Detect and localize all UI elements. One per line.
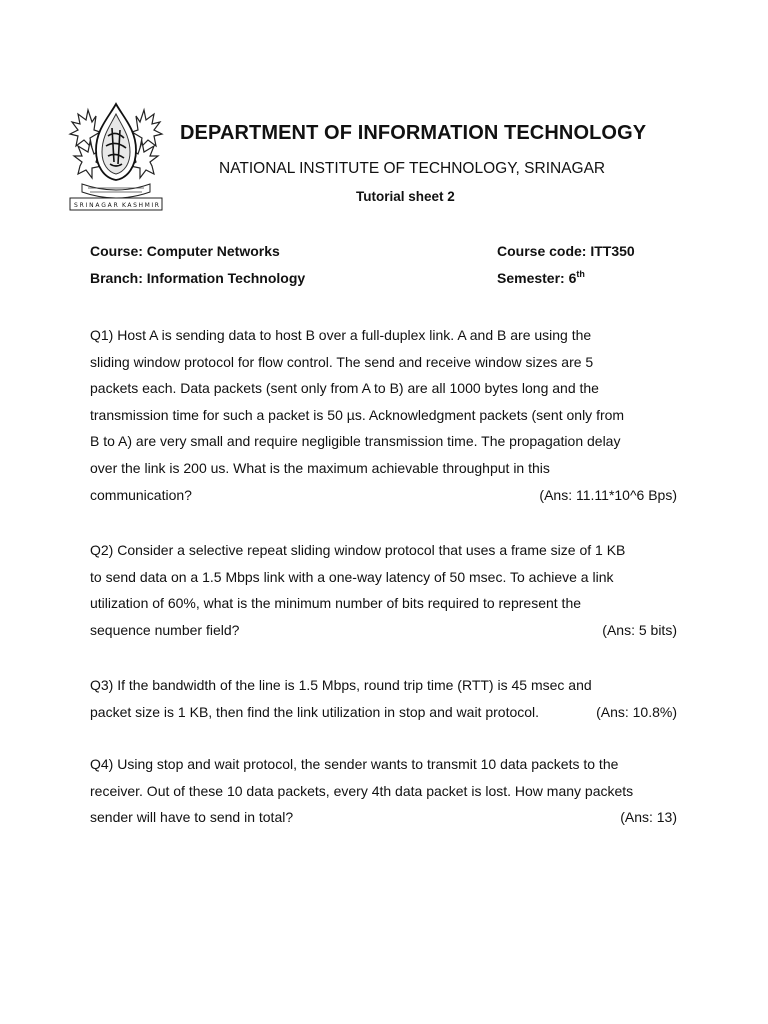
course-code: Course code: ITT350 [497,243,635,259]
question-4 [90,751,677,831]
question-2 [90,537,677,643]
question-line [90,751,677,778]
answer-text: (Ans: 5 bits) [602,621,677,638]
question-line [90,428,677,455]
question-text: receiver. Out of these 10 data packets, every 4th data packet is lost. How many packets [90,782,634,799]
question-text: utilization of 60%, what is the minimum number of bits required to represent the [90,595,582,612]
question-text: over the link is 200 us. What is the maximum achievable throughput in this [90,459,550,476]
answer-text: (Ans: 11.11*10^6 Bps) [539,486,677,503]
question-text: Q1) Host A is sending data to host B over a full-duplex link. A and B are using the [90,327,592,343]
question-line [90,699,677,726]
question-line [90,349,677,376]
question-line [90,564,677,591]
question-text: Q4) Using stop and wait protocol, the sender wants to transmit 10 data packets to the [90,756,619,772]
question-text: Q3) If the bandwidth of the line is 1.5 Mbps, round trip time (RTT) is 45 msec and [90,677,592,693]
question-text: transmission time for such a packet is 50 µs. Acknowledgment packets (sent only from [90,406,625,423]
question-line [90,672,677,699]
question-line [90,455,677,482]
answer-text: (Ans: 13) [620,809,677,826]
question-text: sequence number field? [90,621,240,638]
question-line [90,375,677,402]
question-text: packet size is 1 KB, then find the link utilization in stop and wait protocol. [90,703,540,720]
sheet-title: Tutorial sheet 2 [356,189,455,204]
question-line [90,482,677,509]
question-text: sliding window protocol for flow control. The send and receive window sizes are 5 [90,353,594,370]
question-text: to send data on a 1.5 Mbps link with a one-way latency of 50 msec. To achieve a link [90,568,614,585]
logo-ribbon-left: SRINAGAR [74,202,120,209]
question-line [90,537,677,564]
logo-ribbon-right: KASHMIR [122,202,161,209]
question-line [90,804,677,831]
question-line [90,322,677,349]
semester-label: Semester: 6 [497,270,577,286]
institute-title: NATIONAL INSTITUTE OF TECHNOLOGY, SRINAGAR [219,160,606,177]
branch-name: Branch: Information Technology [90,270,306,286]
institute-logo [68,100,164,216]
question-1 [90,322,677,508]
semester-suffix: th [576,269,585,279]
question-text: Q2) Consider a selective repeat sliding window protocol that uses a frame size of 1 KB [90,542,626,558]
question-3 [90,672,677,725]
question-text: communication? [90,486,192,503]
question-text: packets each. Data packets (sent only from A to B) are all 1000 bytes long and the [90,380,599,397]
question-line [90,778,677,805]
question-text: B to A) are very small and require negligible transmission time. The propagation delay [90,433,621,450]
question-line [90,617,677,644]
question-line [90,590,677,617]
answer-text: (Ans: 10.8%) [596,703,677,720]
question-line [90,402,677,429]
question-text: sender will have to send in total? [90,809,294,826]
semester [497,270,585,286]
course-name: Course: Computer Networks [90,243,280,259]
department-title: DEPARTMENT OF INFORMATION TECHNOLOGY [180,122,647,144]
